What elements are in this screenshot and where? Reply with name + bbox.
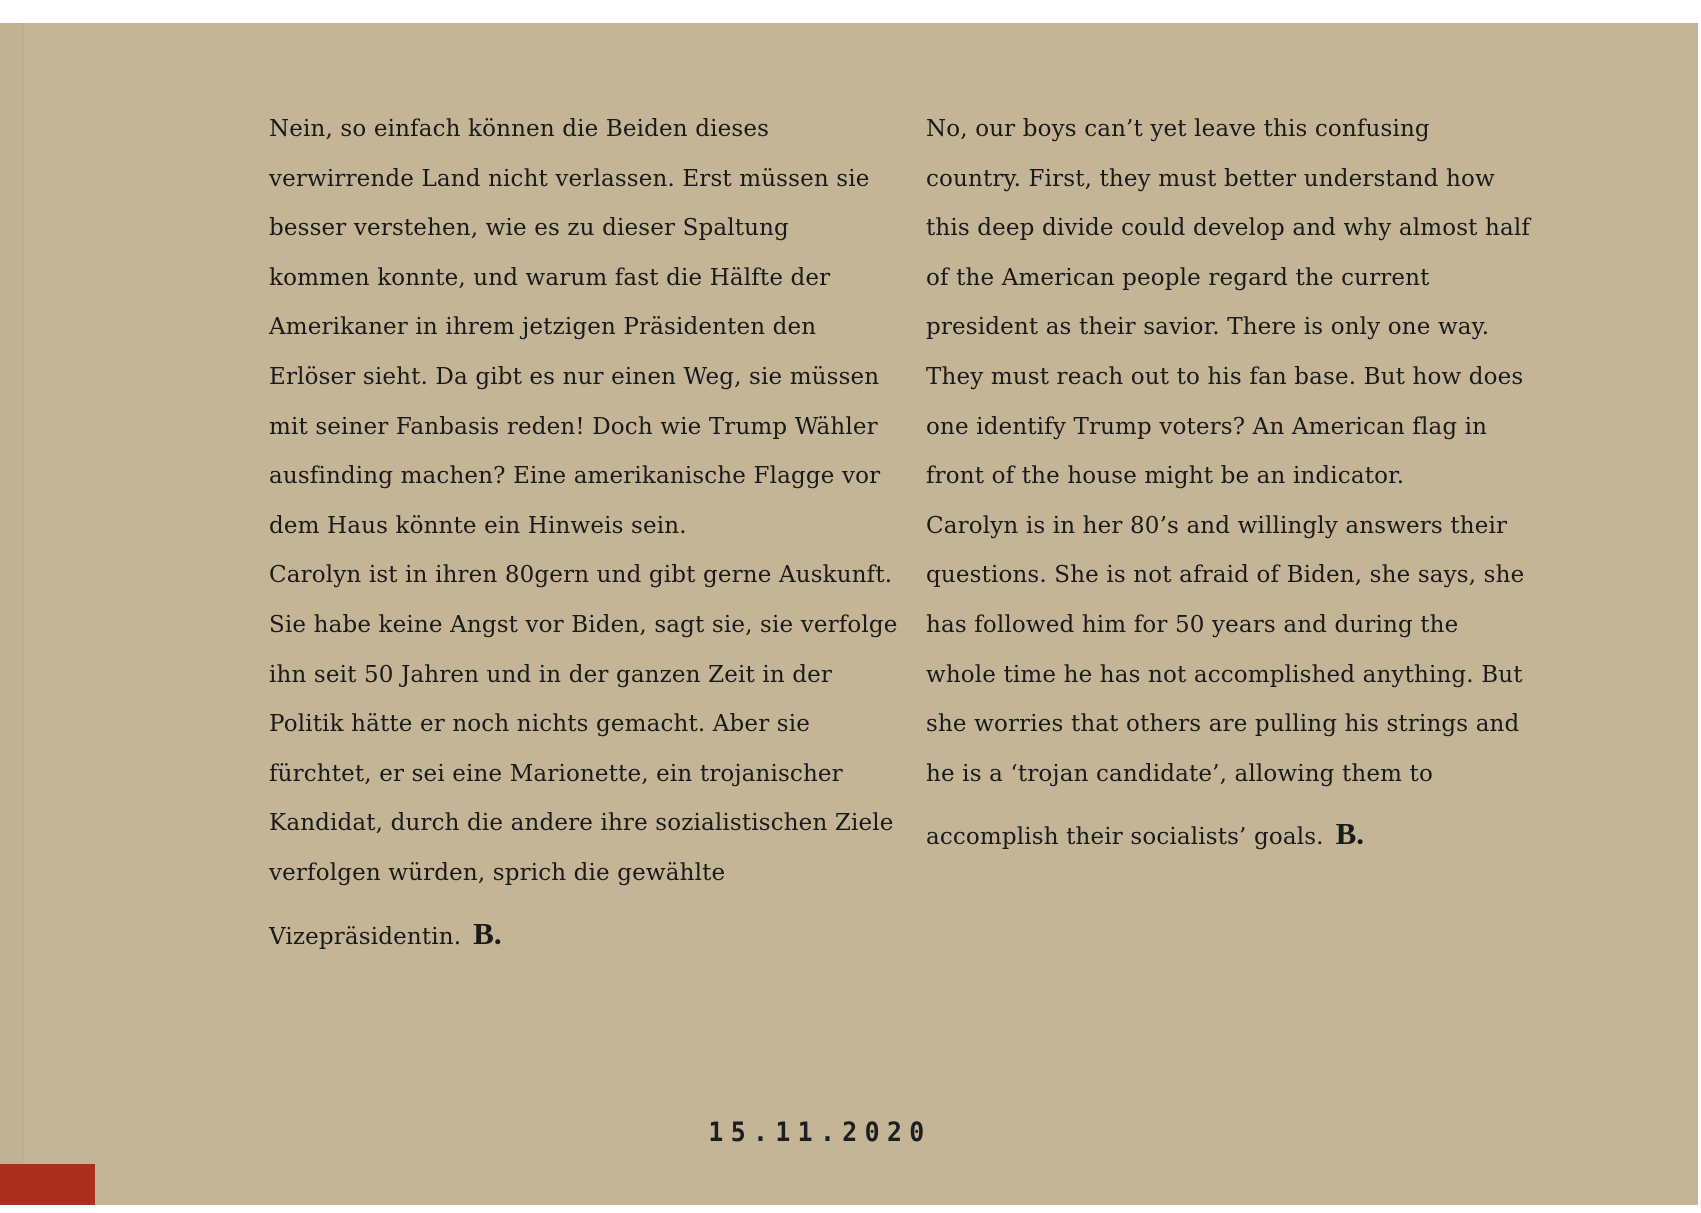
german-line: verwirrende Land nicht verlassen. Erst müssen sie	[269, 165, 870, 192]
german-line: ihn seit 50 Jahren und in der ganzen Zeit in der	[269, 661, 833, 688]
publication-date: 15.11.2020	[708, 1117, 932, 1148]
left-margin-stripe	[0, 23, 24, 1205]
german-line: mit seiner Fanbasis reden! Doch wie Trump Wähler	[269, 413, 878, 440]
english-line: country. First, they must better understand how	[926, 165, 1495, 192]
german-column	[269, 105, 898, 962]
english-last-line: accomplish their socialists’ goals.	[926, 824, 1324, 851]
german-line: besser verstehen, wie es zu dieser Spaltung	[269, 215, 789, 242]
english-closing-line	[926, 809, 1546, 863]
english-line: has followed him for 50 years and during the	[926, 611, 1459, 638]
german-line: kommen konnte, und warum fast die Hälfte der	[269, 264, 831, 291]
english-column	[926, 105, 1546, 863]
english-line: he is a ‘trojan candidate’, allowing them to	[926, 760, 1433, 787]
english-line: Carolyn is in her 80’s and willingly answers their	[926, 512, 1508, 539]
german-line: dem Haus könnte ein Hinweis sein.	[269, 512, 687, 539]
english-line: whole time he has not accomplished anything. But	[926, 661, 1523, 688]
english-line: she worries that others are pulling his strings and	[926, 711, 1520, 738]
english-line: questions. She is not afraid of Biden, she says, she	[926, 562, 1525, 589]
german-line: verfolgen würden, sprich die gewählte	[269, 859, 726, 886]
english-line: of the American people regard the current	[926, 264, 1430, 291]
german-line: Sie habe keine Angst vor Biden, sagt sie, sie verfolge	[269, 611, 898, 638]
german-line: Amerikaner in ihrem jetzigen Präsidenten den	[269, 314, 817, 341]
author-signature: B.	[473, 915, 502, 951]
german-line: Carolyn ist in ihren 80gern und gibt gerne Auskunft.	[269, 562, 893, 589]
english-line: No, our boys can’t yet leave this confusing	[926, 116, 1430, 142]
german-line: Politik hätte er noch nichts gemacht. Aber sie	[269, 711, 811, 738]
page	[0, 23, 1701, 1205]
german-closing-line	[269, 909, 889, 963]
english-line: front of the house might be an indicator.	[926, 463, 1405, 490]
english-line: president as their savior. There is only one way.	[926, 314, 1490, 341]
german-line: fürchtet, er sei eine Marionette, ein trojanischer	[269, 760, 843, 787]
german-line: ausfinding machen? Eine amerikanische Flagge vor	[269, 463, 881, 490]
german-line: Erlöser sieht. Da gibt es nur einen Weg, sie müssen	[269, 363, 880, 390]
english-line: one identify Trump voters? An American flag in	[926, 413, 1488, 440]
author-signature: B.	[1335, 816, 1365, 852]
german-last-line: Vizepräsidentin.	[269, 923, 462, 950]
english-line: this deep divide could develop and why almost half	[926, 215, 1531, 242]
english-line: They must reach out to his fan base. But how does	[926, 363, 1524, 390]
red-accent-block	[0, 1164, 95, 1205]
german-line: Nein, so einfach können die Beiden dieses	[269, 116, 770, 142]
german-line: Kandidat, durch die andere ihre sozialistischen Ziele	[269, 810, 894, 837]
